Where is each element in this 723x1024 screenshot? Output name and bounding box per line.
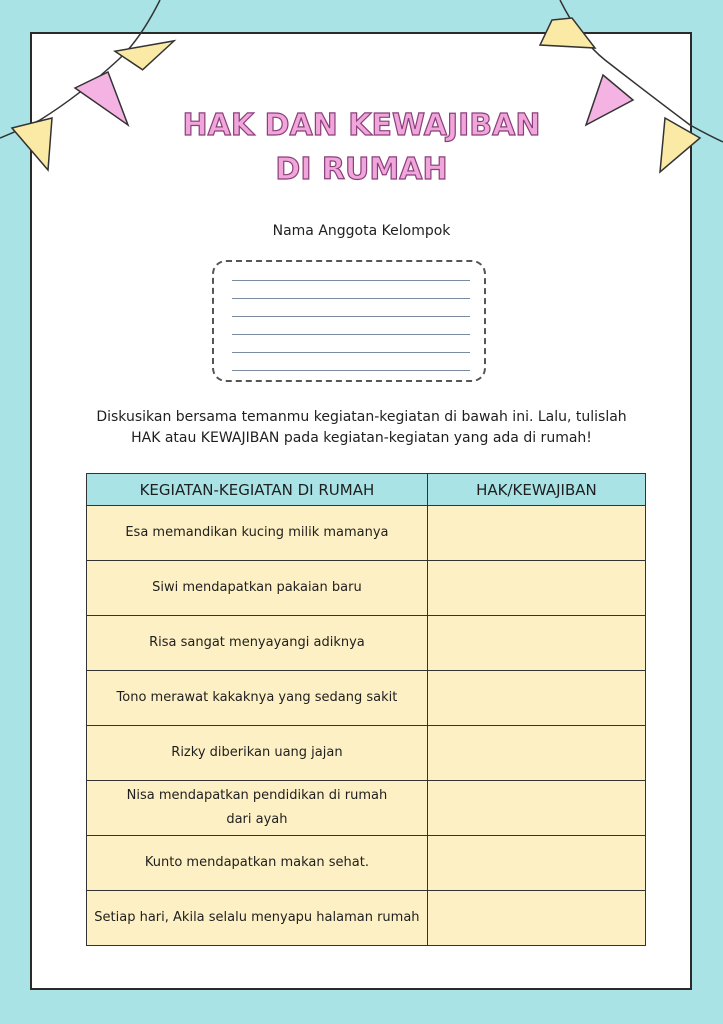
table-row <box>87 616 646 671</box>
table-header-row <box>87 474 646 506</box>
activity-cell: Risa sangat menyayangi adiknya <box>87 616 428 671</box>
instruction-line1: Diskusikan bersama temanmu kegiatan-kegiatan di bawah ini. Lalu, tulislah <box>96 409 627 425</box>
activity-cell: Tono merawat kakaknya yang sedang sakit <box>87 671 428 726</box>
activities-table <box>86 473 646 946</box>
activity-cell: Siwi mendapatkan pakaian baru <box>87 561 428 616</box>
answer-cell[interactable] <box>427 891 645 946</box>
answer-cell[interactable] <box>427 781 645 836</box>
activity-cell: Setiap hari, Akila selalu menyapu halaman rumah <box>87 891 428 946</box>
table-row <box>87 836 646 891</box>
answer-cell[interactable] <box>427 506 645 561</box>
table-row <box>87 671 646 726</box>
answer-cell[interactable] <box>427 616 645 671</box>
answer-cell[interactable] <box>427 836 645 891</box>
answer-cell[interactable] <box>427 561 645 616</box>
table-row <box>87 561 646 616</box>
table-row <box>87 891 646 946</box>
instruction-line2: HAK atau KEWAJIBAN pada kegiatan-kegiatan yang ada di rumah! <box>131 430 592 446</box>
page-title-line1: HAK DAN KEWAJIBAN <box>182 108 541 143</box>
instruction-text <box>90 407 633 449</box>
activity-cell: Nisa mendapatkan pendidikan di rumah dari ayah <box>87 781 428 836</box>
table-row <box>87 726 646 781</box>
column-header-answer: HAK/KEWAJIBAN <box>427 474 645 506</box>
writing-line <box>232 280 470 281</box>
members-writing-box[interactable] <box>212 260 486 382</box>
writing-line <box>232 316 470 317</box>
answer-cell[interactable] <box>427 726 645 781</box>
answer-cell[interactable] <box>427 671 645 726</box>
page-title-line2: DI RUMAH <box>275 152 448 187</box>
table-row <box>87 781 646 836</box>
activity-cell: Kunto mendapatkan makan sehat. <box>87 836 428 891</box>
members-label: Nama Anggota Kelompok <box>272 223 451 239</box>
writing-line <box>232 352 470 353</box>
writing-line <box>232 298 470 299</box>
writing-line <box>232 370 470 371</box>
activity-cell: Rizky diberikan uang jajan <box>87 726 428 781</box>
table-row <box>87 506 646 561</box>
column-header-activities: KEGIATAN-KEGIATAN DI RUMAH <box>87 474 428 506</box>
writing-line <box>232 334 470 335</box>
activity-cell: Esa memandikan kucing milik mamanya <box>87 506 428 561</box>
